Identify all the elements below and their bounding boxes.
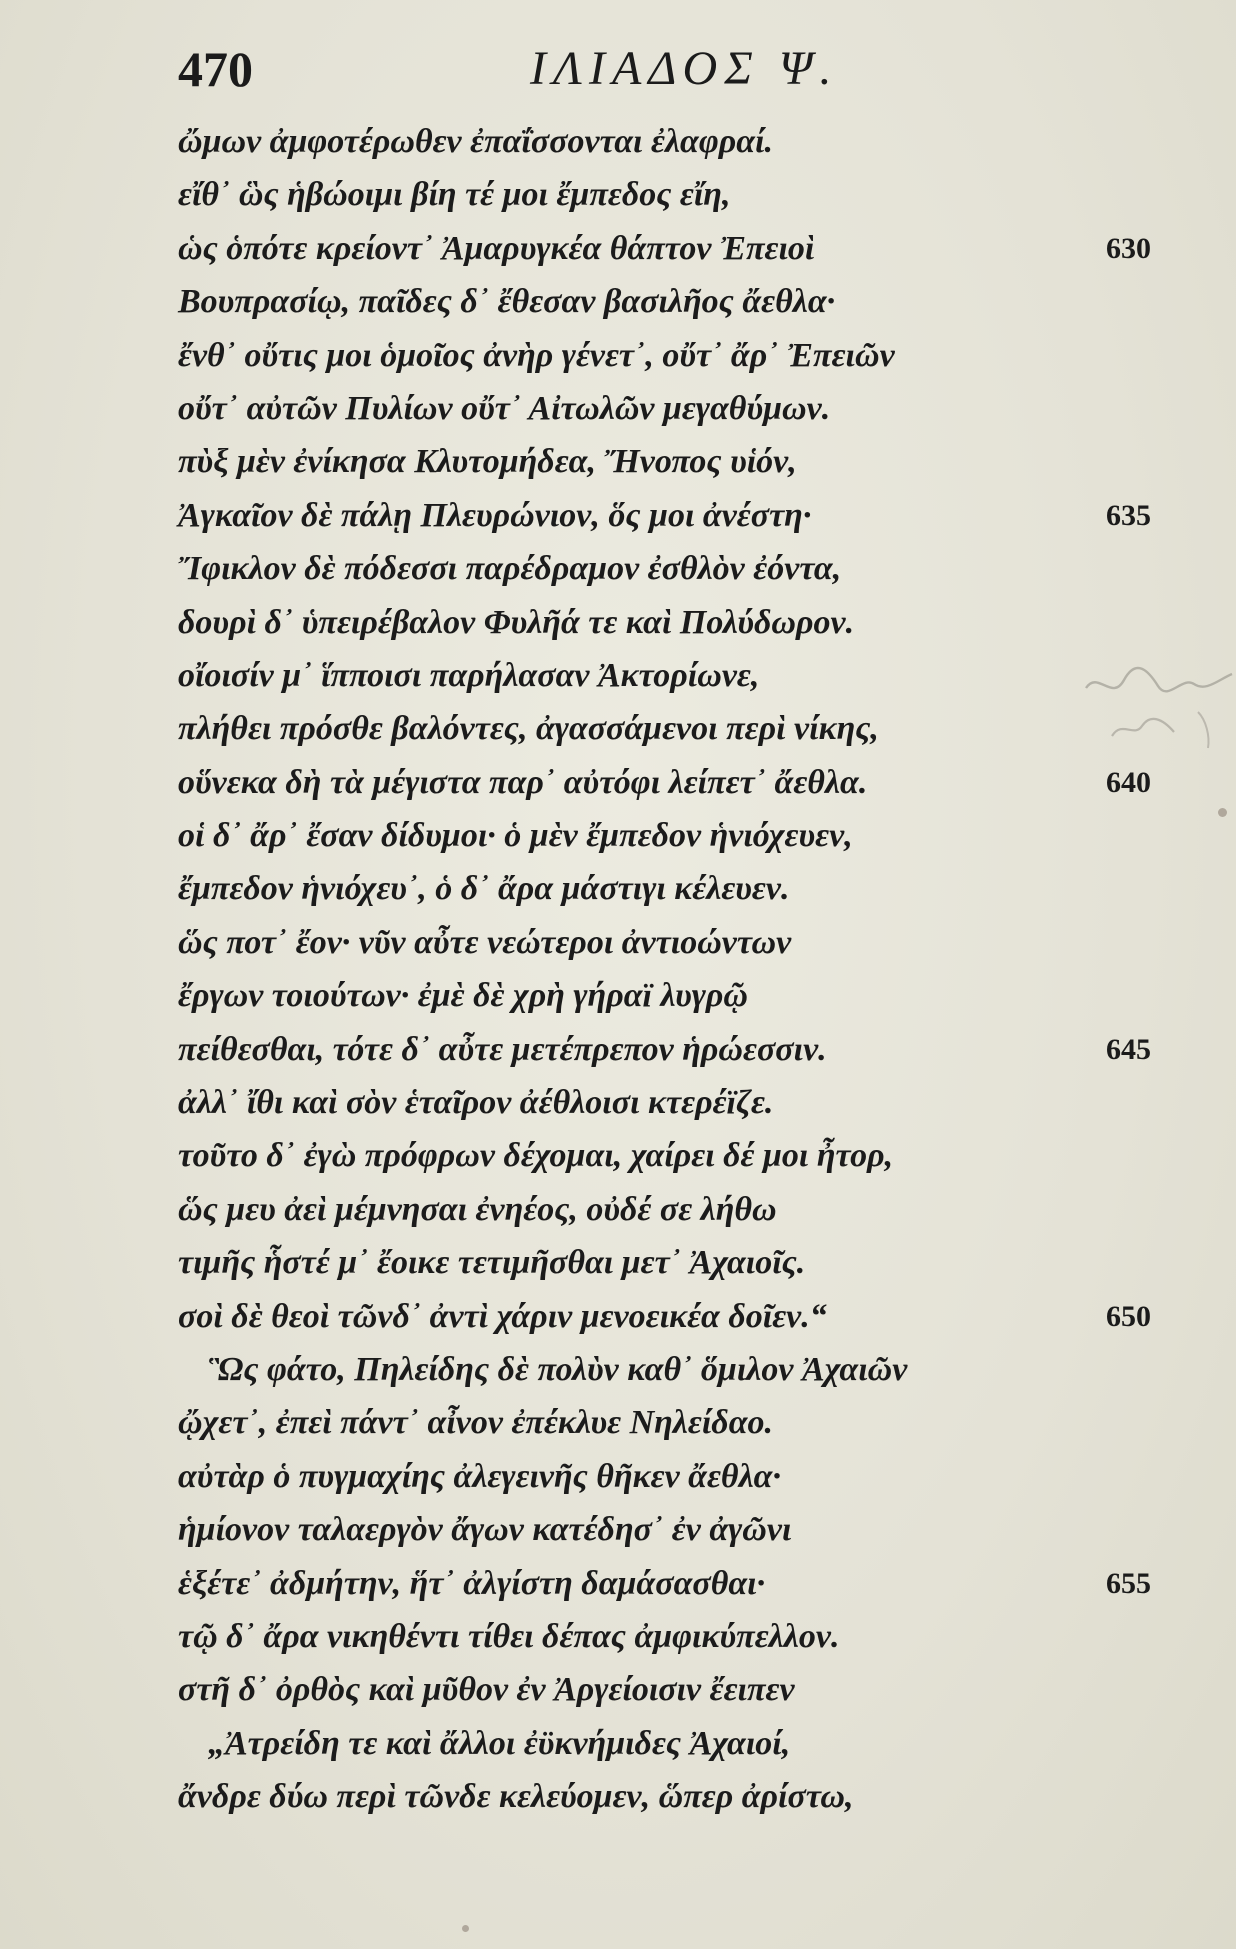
verse-text: οὕνεκα δὴ τὰ μέγιστα παρ᾽ αὐτόφι λείπετ᾽ ἄεθλα. xyxy=(178,763,868,801)
verse-text: σοὶ δὲ θεοὶ τῶνδ᾽ ἀντὶ χάριν μενοεικέα δοῖεν.“ xyxy=(178,1297,827,1335)
verse-text: ἑξέτε᾽ ἀδμήτην, ἥτ᾽ ἀλγίστη δαμάσασθαι· xyxy=(178,1564,766,1602)
verse-line xyxy=(178,596,1188,649)
verse-line xyxy=(178,329,1188,382)
verse-line xyxy=(178,382,1188,435)
verse-line xyxy=(178,756,1188,809)
verse-line xyxy=(178,1076,1188,1129)
verse-text: στῆ δ᾽ ὀρθὸς καὶ μῦθον ἐν Ἀργείοισιν ἔειπεν xyxy=(178,1671,795,1709)
verse-text: „Ἀτρείδη τε καὶ ἄλλοι ἐϋκνήμιδες Ἀχαιοί, xyxy=(208,1724,791,1762)
line-number: 645 xyxy=(1106,1032,1151,1066)
verse-line xyxy=(178,1557,1188,1610)
verse-line xyxy=(178,1610,1188,1663)
verse-line xyxy=(178,1290,1188,1343)
verse-text: ὥς μευ ἀεὶ μέμνησαι ἐνηέος, οὐδέ σε λήθω xyxy=(178,1190,777,1228)
verse-line xyxy=(178,702,1188,755)
verse-line xyxy=(178,489,1188,542)
verse-text: οἴοισίν μ᾽ ἵπποισι παρήλασαν Ἀκτορίωνε, xyxy=(178,656,760,694)
verse-line xyxy=(178,1183,1188,1236)
verse-text: πλήθει πρόσθε βαλόντες, ἀγασσάμενοι περὶ νίκης, xyxy=(178,710,879,748)
verse-line xyxy=(178,115,1188,168)
verse-text: οἱ δ᾽ ἄρ᾽ ἔσαν δίδυμοι· ὁ μὲν ἔμπεδον ἡνιόχευεν, xyxy=(178,817,853,855)
verse-line xyxy=(178,1663,1188,1716)
verse-line xyxy=(178,1396,1188,1449)
verse-text: δουρὶ δ᾽ ὑπειρέβαλον Φυλῆά τε καὶ Πολύδωρον. xyxy=(178,603,855,641)
verse-line xyxy=(178,1236,1188,1289)
verse-line xyxy=(178,435,1188,488)
verse-line xyxy=(178,1503,1188,1556)
verse-line xyxy=(178,275,1188,328)
verse-line xyxy=(178,1770,1188,1823)
verse-text: Βουπρασίῳ, παῖδες δ᾽ ἔθεσαν βασιλῆος ἄεθλα· xyxy=(178,283,836,321)
paper-speck xyxy=(1218,808,1227,817)
verse-line xyxy=(178,809,1188,862)
verse-text: τιμῆς ἧστέ μ᾽ ἔοικε τετιμῆσθαι μετ᾽ Ἀχαιοῖς. xyxy=(178,1244,806,1282)
verse-line xyxy=(178,649,1188,702)
verse-text: αὐτὰρ ὁ πυγμαχίης ἀλεγεινῆς θῆκεν ἄεθλα· xyxy=(178,1457,781,1495)
verse-line xyxy=(178,916,1188,969)
verse-text: Ἴφικλον δὲ πόδεσσι παρέδραμον ἐσθλὸν ἐόντα, xyxy=(178,550,842,588)
verse-line xyxy=(178,862,1188,915)
verse-text: οὔτ᾽ αὐτῶν Πυλίων οὔτ᾽ Αἰτωλῶν μεγαθύμων. xyxy=(178,389,831,427)
verse-block xyxy=(178,115,1188,1824)
verse-text: ἄνδρε δύω περὶ τῶνδε κελεύομεν, ὥπερ ἀρίστω, xyxy=(178,1778,854,1816)
pencil-annotation-mark xyxy=(1078,640,1236,790)
line-number: 635 xyxy=(1106,498,1151,532)
line-number: 630 xyxy=(1106,231,1151,265)
verse-text: ἡμίονον ταλαεργὸν ἄγων κατέδησ᾽ ἐν ἀγῶνι xyxy=(178,1511,792,1549)
page-number: 470 xyxy=(178,41,253,97)
line-number: 655 xyxy=(1106,1566,1151,1600)
verse-text: τοῦτο δ᾽ ἐγὼ πρόφρων δέχομαι, χαίρει δέ μοι ἦτορ, xyxy=(178,1137,894,1175)
page-header xyxy=(0,34,1236,104)
verse-line xyxy=(178,1717,1188,1770)
verse-text: τῷ δ᾽ ἄρα νικηθέντι τίθει δέπας ἀμφικύπελλον. xyxy=(178,1617,840,1655)
verse-text: ἔνθ᾽ οὔτις μοι ὁμοῖος ἀνὴρ γένετ᾽, οὔτ᾽ ἄρ᾽ Ἐπειῶν xyxy=(178,336,895,374)
paper-speck xyxy=(462,1925,469,1932)
verse-text: Ὣς φάτο, Πηλείδης δὲ πολὺν καθ᾽ ὅμιλον Ἀχαιῶν xyxy=(208,1350,908,1388)
verse-line xyxy=(178,1450,1188,1503)
verse-line xyxy=(178,168,1188,221)
verse-text: ἔμπεδον ἡνιόχευ᾽, ὁ δ᾽ ἄρα μάστιγι κέλευεν. xyxy=(178,870,790,908)
verse-text: ὥς ποτ᾽ ἔον· νῦν αὖτε νεώτεροι ἀντιοώντων xyxy=(178,923,792,961)
verse-text: ᾤχετ᾽, ἐπεὶ πάντ᾽ αἶνον ἐπέκλυε Νηλείδαο. xyxy=(178,1404,774,1442)
verse-text: ἀλλ᾽ ἴθι καὶ σὸν ἑταῖρον ἀέθλοισι κτερέϊζε. xyxy=(178,1084,774,1122)
verse-text: πείθεσθαι, τότε δ᾽ αὖτε μετέπρεπον ἡρώεσσιν. xyxy=(178,1030,827,1068)
verse-text: ὡς ὁπότε κρείοντ᾽ Ἀμαρυγκέα θάπτον Ἐπειοὶ xyxy=(178,229,815,267)
verse-line xyxy=(178,222,1188,275)
verse-line xyxy=(178,1023,1188,1076)
running-title: ΙΛΙΑΔΟΣ Ψ. xyxy=(530,42,839,95)
verse-line xyxy=(178,969,1188,1022)
verse-line xyxy=(178,1129,1188,1182)
verse-line xyxy=(178,1343,1188,1396)
line-number: 640 xyxy=(1106,765,1151,799)
verse-text: ὤμων ἀμφοτέρωθεν ἐπαΐσσονται ἐλαφραί. xyxy=(178,123,773,160)
verse-line xyxy=(178,542,1188,595)
verse-text: ἔργων τοιούτων· ἐμὲ δὲ χρὴ γήραϊ λυγρῷ xyxy=(178,977,748,1015)
verse-text: εἴθ᾽ ὣς ἡβώοιμι βίη τέ μοι ἔμπεδος εἴη, xyxy=(178,176,731,214)
verse-text: Ἀγκαῖον δὲ πάλῃ Πλευρώνιον, ὅς μοι ἀνέστη· xyxy=(178,496,812,534)
verse-text: πὺξ μὲν ἐνίκησα Κλυτομήδεα, Ἤνοπος υἱόν, xyxy=(178,443,797,481)
line-number: 650 xyxy=(1106,1299,1151,1333)
